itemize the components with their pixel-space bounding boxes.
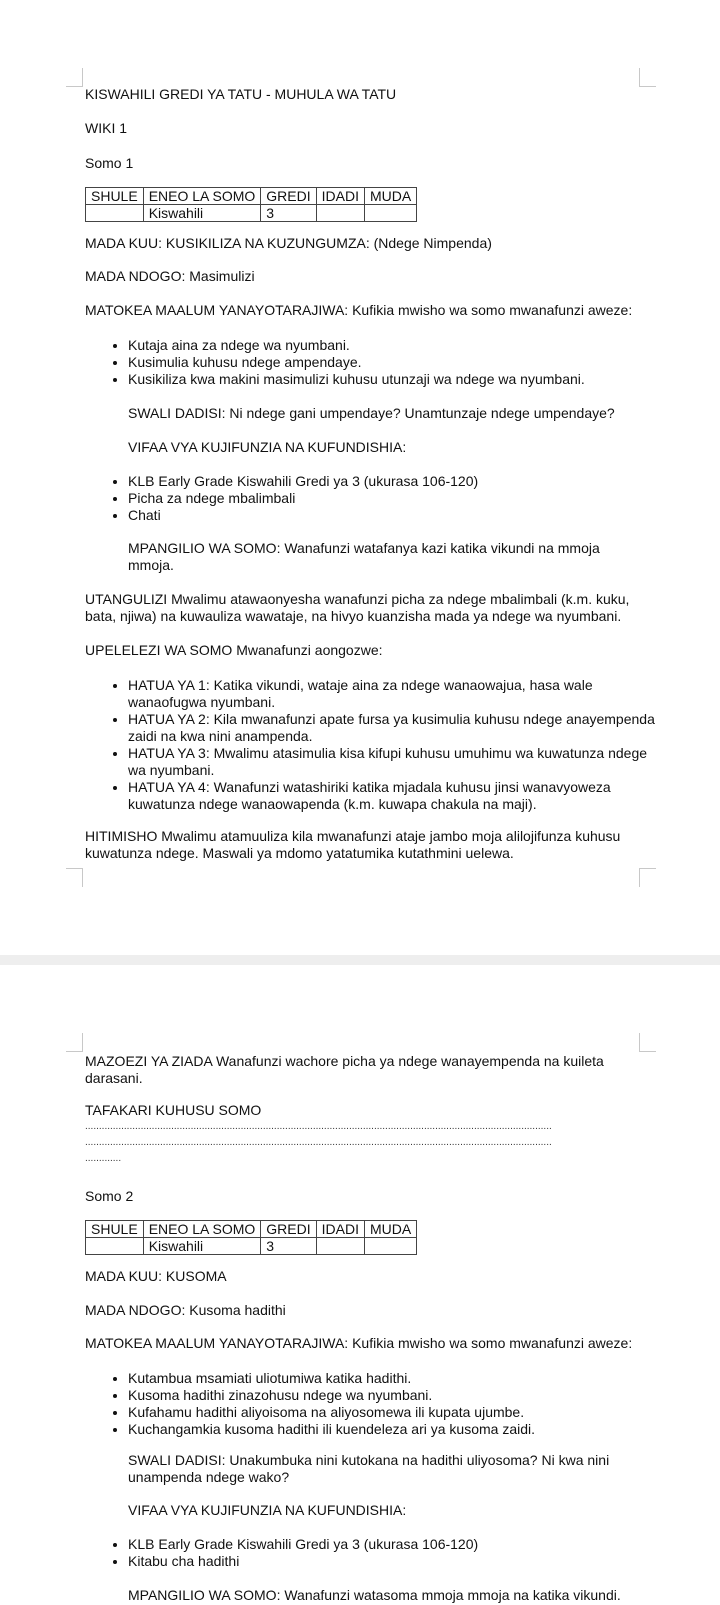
table-header-cell: SHULE [86, 1221, 144, 1238]
list-item: • Kutaja aina za ndege wa nyumbani. [128, 337, 668, 354]
mada-kuu-line [85, 1268, 655, 1285]
list-item: • Kitabu cha hadithi [128, 1553, 668, 1570]
lesson-heading: Somo 1 [85, 155, 134, 171]
steps-list [100, 677, 668, 813]
utangulizi-value: Mwalimu atawaonyesha wanafunzi picha za ndege mbalimbali (k.m. kuku, bata, njiwa) na kuwauliza wawataje, na hivyo kuanzisha mada ya ndege wa nyumbani. [85, 591, 630, 624]
upelelezi-line [85, 642, 655, 659]
materials-list [100, 1536, 668, 1570]
list-item: • Kutambua msamiati uliotumiwa katika hadithi. [128, 1370, 668, 1387]
list-item [128, 745, 668, 779]
list-item [128, 711, 668, 745]
document-title: KISWAHILI GREDI YA TATU - MUHULA WA TATU [85, 86, 397, 102]
hitimisho-value: Mwalimu atamuuliza kila mwanafunzi ataje jambo moja alilojifunza kuhusu kuwatunza ndege. Maswali ya mdomo yatatumika kutathmini uelewa. [85, 828, 621, 861]
mpangilio-value: Wanafunzi watasoma mmoja mmoja na katika vikundi. [284, 1587, 621, 1603]
page-separator [0, 955, 720, 965]
table-row [86, 1238, 417, 1255]
matokeo-value: Kufikia mwisho wa somo mwanafunzi aweze: [352, 302, 633, 318]
list-item: • Kufahamu hadithi aliyoisoma na aliyosomewa ili kupata ujumbe. [128, 1404, 668, 1421]
vifaa-heading: VIFAA VYA KUJIFUNZIA NA KUFUNDISHIA: [128, 439, 407, 455]
hitimisho-label: HITIMISHO [85, 828, 158, 844]
upelelezi-value: Mwanafunzi aongozwe: [236, 642, 383, 658]
swali-dadisi-value: Ni ndege gani umpendaye? Unamtunzaje ndege umpendaye? [229, 405, 615, 421]
page-corner-mark [66, 1033, 83, 1052]
matokeo-line [85, 302, 685, 319]
swali-dadisi-label: SWALI DADISI: [128, 405, 226, 421]
reflection-line: ............. [85, 1153, 122, 1164]
table-cell [86, 205, 144, 222]
matokeo-label: MATOKEA MAALUM YANAYOTARAJIWA: [85, 302, 349, 318]
document-page-2 [0, 965, 720, 1605]
table-header-cell: IDADI [316, 1221, 364, 1238]
outcomes-list [100, 1370, 668, 1438]
hitimisho-paragraph [85, 828, 655, 862]
mada-kuu-value: KUSIKILIZA NA KUZUNGUMZA: (Ndege Nimpenda) [165, 235, 492, 251]
mazoezi-value: Wanafunzi wachore picha ya ndege wanayempenda na kuileta darasani. [85, 1053, 604, 1086]
mpangilio-value: Wanafunzi watafanya kazi katika vikundi na mmoja mmoja. [128, 540, 600, 573]
table-header-cell: IDADI [316, 188, 364, 205]
mada-ndogo-value: Kusoma hadithi [189, 1302, 286, 1318]
table-header-cell: MUDA [364, 1221, 416, 1238]
table-cell [316, 205, 364, 222]
table-header-cell: GREDI [261, 1221, 316, 1238]
list-item: • Picha za ndege mbalimbali [128, 490, 668, 507]
table-cell [364, 205, 416, 222]
lesson-info-table [85, 187, 417, 222]
list-item [128, 779, 668, 813]
mada-kuu-label: MADA KUU: [85, 235, 163, 251]
table-header-row [86, 188, 417, 205]
mpangilio-label: MPANGILIO WA SOMO: [128, 1587, 281, 1603]
week-heading: WIKI 1 [85, 120, 128, 136]
mada-ndogo-line [85, 1302, 655, 1319]
mada-kuu-line [85, 235, 655, 252]
mazoezi-paragraph [85, 1053, 655, 1087]
swali-dadisi-line [128, 1452, 648, 1486]
list-item [128, 677, 668, 711]
lesson-heading: Somo 2 [85, 1188, 134, 1204]
list-item: • KLB Early Grade Kiswahili Gredi ya 3 (ukurasa 106-120) [128, 1536, 668, 1553]
swali-dadisi-value: Unakumbuka nini kutokana na hadithi uliyosoma? Ni kwa nini unampenda ndege wako? [128, 1452, 610, 1485]
table-cell [316, 1238, 364, 1255]
page-corner-mark [639, 68, 656, 87]
reflection-line: ........................................................................................................................................................................ [85, 1121, 552, 1132]
utangulizi-paragraph [85, 591, 655, 625]
mada-ndogo-label: MADA NDOGO: [85, 1302, 186, 1318]
table-row [86, 205, 417, 222]
table-header-cell: ENEO LA SOMO [143, 188, 261, 205]
upelelezi-label: UPELELEZI WA SOMO [85, 642, 233, 658]
list-item: • Kusimulia kuhusu ndege ampendaye. [128, 354, 668, 371]
step-text: Kila mwanafunzi apate fursa ya kusimulia kuhusu ndege anayempenda zaidi na kwa nini anampenda. [128, 711, 655, 744]
mada-ndogo-line [85, 268, 655, 285]
mada-ndogo-label: MADA NDOGO: [85, 268, 186, 284]
step-label: HATUA YA 4: [128, 779, 210, 795]
tafakari-heading: TAFAKARI KUHUSU SOMO [85, 1102, 262, 1118]
mpangilio-label: MPANGILIO WA SOMO: [128, 540, 281, 556]
page-corner-mark [639, 1033, 656, 1052]
step-label: HATUA YA 2: [128, 711, 210, 727]
step-text: Mwalimu atasimulia kisa kifupi kuhusu umuhimu wa kuwatunza ndege wa nyumbani. [128, 745, 648, 778]
list-item: • Kuchangamkia kusoma hadithi ili kuendeleza ari ya kusoma zaidi. [128, 1421, 668, 1438]
reflection-line: ........................................................................................................................................................................ [85, 1137, 552, 1148]
matokeo-value: Kufikia mwisho wa somo mwanafunzi aweze: [352, 1335, 633, 1351]
swali-dadisi-line [128, 405, 648, 422]
matokeo-label: MATOKEA MAALUM YANAYOTARAJIWA: [85, 1335, 349, 1351]
mpangilio-line [128, 1587, 668, 1604]
list-item: • KLB Early Grade Kiswahili Gredi ya 3 (ukurasa 106-120) [128, 473, 668, 490]
list-item: • Kusoma hadithi zinazohusu ndege wa nyumbani. [128, 1387, 668, 1404]
list-item: • Kusikiliza kwa makini masimulizi kuhusu utunzaji wa ndege wa nyumbani. [128, 371, 668, 388]
utangulizi-label: UTANGULIZI [85, 591, 168, 607]
table-header-cell: GREDI [261, 188, 316, 205]
table-header-row [86, 1221, 417, 1238]
step-label: HATUA YA 1: [128, 677, 210, 693]
table-cell [86, 1238, 144, 1255]
table-cell: 3 [261, 205, 316, 222]
table-header-cell: ENEO LA SOMO [143, 1221, 261, 1238]
page-corner-mark [639, 868, 656, 887]
table-cell: Kiswahili [143, 205, 261, 222]
step-label: HATUA YA 3: [128, 745, 210, 761]
lesson-info-table [85, 1220, 417, 1255]
list-item: • Chati [128, 507, 668, 524]
table-header-cell: MUDA [364, 188, 416, 205]
mada-ndogo-value: Masimulizi [189, 268, 255, 284]
mpangilio-line [128, 540, 648, 574]
matokeo-line [85, 1335, 685, 1352]
outcomes-list [100, 337, 668, 388]
mada-kuu-value: KUSOMA [165, 1268, 227, 1284]
step-text: Wanafunzi watashiriki katika mjadala kuhusu jinsi wanavyoweza kuwatunza ndege wanaowapenda (k.m. kuwapa chakula na maji). [128, 779, 611, 812]
page-corner-mark [66, 868, 83, 887]
page-corner-mark [66, 68, 83, 87]
table-cell: Kiswahili [143, 1238, 261, 1255]
table-cell: 3 [261, 1238, 316, 1255]
mada-kuu-label: MADA KUU: [85, 1268, 163, 1284]
vifaa-heading: VIFAA VYA KUJIFUNZIA NA KUFUNDISHIA: [128, 1502, 407, 1518]
swali-dadisi-label: SWALI DADISI: [128, 1452, 226, 1468]
step-text: Katika vikundi, wataje aina za ndege wanaowajua, hasa wale wanaofugwa nyumbani. [128, 677, 593, 710]
table-cell [364, 1238, 416, 1255]
mazoezi-label: MAZOEZI YA ZIADA [85, 1053, 213, 1069]
table-header-cell: SHULE [86, 188, 144, 205]
materials-list [100, 473, 668, 524]
